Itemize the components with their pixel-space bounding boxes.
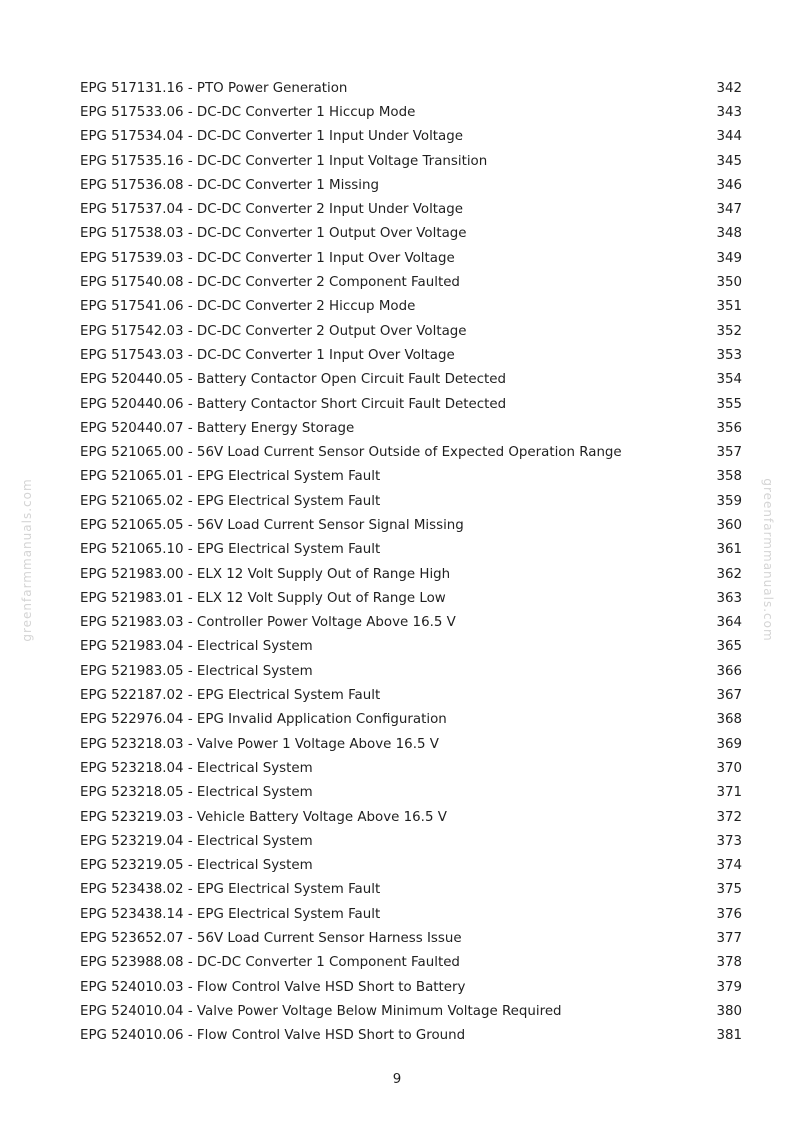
toc-entry-page: 381	[716, 1028, 742, 1044]
toc-entry[interactable]	[80, 732, 742, 756]
table-of-contents	[80, 76, 742, 1048]
toc-entry[interactable]	[80, 295, 742, 319]
toc-entry[interactable]	[80, 659, 742, 683]
watermark-right: greenfarmmanuals.com	[761, 478, 775, 642]
toc-entry[interactable]	[80, 611, 742, 635]
toc-entry-title: EPG 522187.02 - EPG Electrical System Fault	[80, 688, 381, 704]
toc-entry-page: 342	[716, 80, 742, 96]
toc-entry[interactable]	[80, 683, 742, 707]
toc-entry[interactable]	[80, 756, 742, 780]
toc-entry-title: EPG 517535.16 - DC-DC Converter 1 Input Voltage Transition	[80, 153, 488, 169]
toc-entry[interactable]	[80, 975, 742, 999]
toc-entry-title: EPG 524010.04 - Valve Power Voltage Below Minimum Voltage Required	[80, 1003, 562, 1019]
toc-entry-page: 355	[716, 396, 742, 412]
toc-entry-page: 354	[716, 372, 742, 388]
toc-entry-title: EPG 521983.03 - Controller Power Voltage Above 16.5 V	[80, 615, 456, 631]
toc-entry-page: 353	[716, 347, 742, 363]
toc-entry-title: EPG 524010.06 - Flow Control Valve HSD Short to Ground	[80, 1028, 466, 1044]
toc-entry-page: 371	[716, 785, 742, 801]
toc-entry-page: 368	[716, 712, 742, 728]
toc-entry-title: EPG 521065.02 - EPG Electrical System Fault	[80, 493, 381, 509]
page-number: 9	[392, 1072, 402, 1087]
toc-entry-page: 345	[716, 153, 742, 169]
toc-entry[interactable]	[80, 368, 742, 392]
toc-entry[interactable]	[80, 149, 742, 173]
toc-entry-page: 374	[716, 858, 742, 874]
toc-entry-page: 357	[716, 445, 742, 461]
toc-entry-page: 347	[716, 202, 742, 218]
toc-entry-title: EPG 520440.06 - Battery Contactor Short Circuit Fault Detected	[80, 396, 507, 412]
toc-entry-page: 361	[716, 542, 742, 558]
toc-entry-page: 364	[716, 615, 742, 631]
toc-entry-title: EPG 517542.03 - DC-DC Converter 2 Output Over Voltage	[80, 323, 467, 339]
toc-entry[interactable]	[80, 270, 742, 294]
toc-entry-title: EPG 523652.07 - 56V Load Current Sensor Harness Issue	[80, 931, 462, 947]
toc-entry-page: 378	[716, 955, 742, 971]
toc-entry-title: EPG 521065.05 - 56V Load Current Sensor Signal Missing	[80, 517, 464, 533]
toc-entry-title: EPG 523218.05 - Electrical System	[80, 785, 313, 801]
toc-entry[interactable]	[80, 246, 742, 270]
toc-entry[interactable]	[80, 392, 742, 416]
toc-entry[interactable]	[80, 440, 742, 464]
toc-entry-page: 356	[716, 420, 742, 436]
toc-entry-page: 367	[716, 688, 742, 704]
toc-entry[interactable]	[80, 635, 742, 659]
toc-entry-page: 343	[716, 104, 742, 120]
toc-entry[interactable]	[80, 513, 742, 537]
toc-entry[interactable]	[80, 781, 742, 805]
toc-entry-title: EPG 517538.03 - DC-DC Converter 1 Output Over Voltage	[80, 226, 467, 242]
toc-entry-title: EPG 523988.08 - DC-DC Converter 1 Component Faulted	[80, 955, 460, 971]
toc-entry-title: EPG 517537.04 - DC-DC Converter 2 Input Under Voltage	[80, 202, 464, 218]
toc-entry-title: EPG 517534.04 - DC-DC Converter 1 Input Under Voltage	[80, 129, 464, 145]
toc-entry[interactable]	[80, 76, 742, 100]
toc-entry-title: EPG 523438.02 - EPG Electrical System Fault	[80, 882, 381, 898]
toc-entry[interactable]	[80, 416, 742, 440]
toc-entry-title: EPG 517131.16 - PTO Power Generation	[80, 80, 348, 96]
toc-entry-page: 380	[716, 1003, 742, 1019]
toc-entry[interactable]	[80, 878, 742, 902]
toc-entry-page: 359	[716, 493, 742, 509]
toc-entry-page: 370	[716, 760, 742, 776]
toc-entry-page: 348	[716, 226, 742, 242]
toc-entry-page: 346	[716, 177, 742, 193]
toc-entry[interactable]	[80, 222, 742, 246]
toc-entry-title: EPG 521983.04 - Electrical System	[80, 639, 313, 655]
toc-entry-page: 379	[716, 979, 742, 995]
toc-entry-page: 350	[716, 275, 742, 291]
toc-entry[interactable]	[80, 902, 742, 926]
toc-entry-title: EPG 521065.00 - 56V Load Current Sensor Outside of Expected Operation Range	[80, 445, 622, 461]
toc-entry-title: EPG 521983.01 - ELX 12 Volt Supply Out of Range Low	[80, 590, 446, 606]
toc-entry-title: EPG 517536.08 - DC-DC Converter 1 Missing	[80, 177, 379, 193]
toc-entry[interactable]	[80, 951, 742, 975]
toc-entry-title: EPG 521065.10 - EPG Electrical System Fault	[80, 542, 381, 558]
toc-entry-title: EPG 523218.03 - Valve Power 1 Voltage Above 16.5 V	[80, 736, 439, 752]
toc-entry[interactable]	[80, 854, 742, 878]
toc-entry-title: EPG 517533.06 - DC-DC Converter 1 Hiccup Mode	[80, 104, 416, 120]
toc-entry-page: 373	[716, 833, 742, 849]
toc-entry-title: EPG 523438.14 - EPG Electrical System Fault	[80, 906, 381, 922]
toc-entry-title: EPG 521983.05 - Electrical System	[80, 663, 313, 679]
toc-entry-title: EPG 521065.01 - EPG Electrical System Fault	[80, 469, 381, 485]
toc-entry-title: EPG 521983.00 - ELX 12 Volt Supply Out of Range High	[80, 566, 451, 582]
toc-entry-page: 375	[716, 882, 742, 898]
toc-entry[interactable]	[80, 100, 742, 124]
toc-entry[interactable]	[80, 586, 742, 610]
toc-entry-page: 362	[716, 566, 742, 582]
toc-entry-title: EPG 523219.05 - Electrical System	[80, 858, 313, 874]
toc-entry-page: 363	[716, 590, 742, 606]
toc-entry[interactable]	[80, 708, 742, 732]
toc-entry[interactable]	[80, 343, 742, 367]
toc-entry-page: 365	[716, 639, 742, 655]
toc-entry-title: EPG 520440.07 - Battery Energy Storage	[80, 420, 355, 436]
toc-entry-title: EPG 517540.08 - DC-DC Converter 2 Component Faulted	[80, 275, 460, 291]
toc-entry-title: EPG 517539.03 - DC-DC Converter 1 Input Over Voltage	[80, 250, 455, 266]
toc-entry[interactable]	[80, 999, 742, 1023]
toc-entry-page: 372	[716, 809, 742, 825]
toc-entry-page: 376	[716, 906, 742, 922]
toc-entry-page: 369	[716, 736, 742, 752]
toc-entry[interactable]	[80, 805, 742, 829]
toc-entry-page: 344	[716, 129, 742, 145]
toc-entry-title: EPG 523218.04 - Electrical System	[80, 760, 313, 776]
toc-entry[interactable]	[80, 829, 742, 853]
toc-entry[interactable]	[80, 538, 742, 562]
toc-entry[interactable]	[80, 125, 742, 149]
toc-entry-title: EPG 517541.06 - DC-DC Converter 2 Hiccup Mode	[80, 299, 416, 315]
toc-entry-title: EPG 523219.04 - Electrical System	[80, 833, 313, 849]
watermark-left: greenfarmmanuals.com	[20, 478, 34, 642]
toc-entry-page: 358	[716, 469, 742, 485]
toc-entry-title: EPG 524010.03 - Flow Control Valve HSD Short to Battery	[80, 979, 466, 995]
toc-entry-page: 366	[716, 663, 742, 679]
toc-entry-title: EPG 520440.05 - Battery Contactor Open Circuit Fault Detected	[80, 372, 506, 388]
toc-entry-page: 377	[716, 931, 742, 947]
toc-entry[interactable]	[80, 1024, 742, 1048]
toc-entry[interactable]	[80, 319, 742, 343]
toc-entry[interactable]	[80, 926, 742, 950]
toc-entry[interactable]	[80, 489, 742, 513]
toc-entry-page: 352	[716, 323, 742, 339]
toc-entry-title: EPG 523219.03 - Vehicle Battery Voltage Above 16.5 V	[80, 809, 447, 825]
toc-entry[interactable]	[80, 562, 742, 586]
toc-entry-page: 360	[716, 517, 742, 533]
toc-entry[interactable]	[80, 197, 742, 221]
toc-entry-page: 351	[716, 299, 742, 315]
toc-entry[interactable]	[80, 465, 742, 489]
toc-entry-title: EPG 517543.03 - DC-DC Converter 1 Input Over Voltage	[80, 347, 455, 363]
toc-entry[interactable]	[80, 173, 742, 197]
toc-entry-title: EPG 522976.04 - EPG Invalid Application Configuration	[80, 712, 447, 728]
toc-entry-page: 349	[716, 250, 742, 266]
